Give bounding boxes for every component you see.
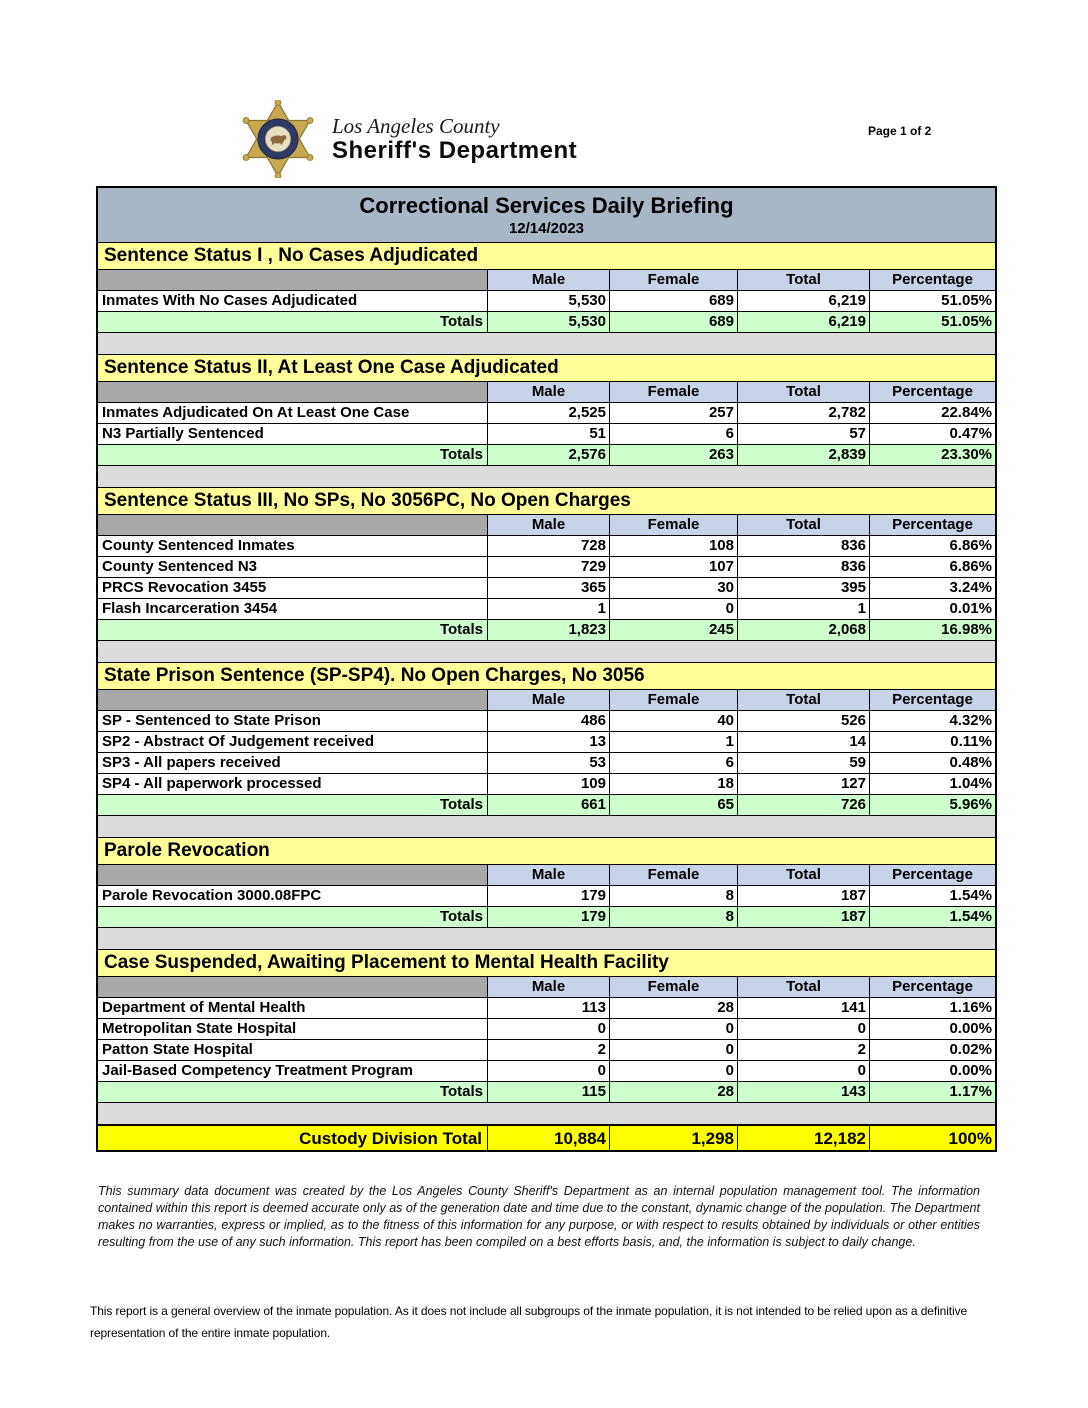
row-label: Metropolitan State Hospital (98, 1019, 487, 1039)
cell-total: 395 (737, 578, 869, 598)
cell-female: 108 (609, 536, 737, 556)
cell-total: 1 (737, 599, 869, 619)
column-header-male: Male (487, 270, 609, 290)
table-row (98, 885, 995, 906)
cell-male: 2,525 (487, 403, 609, 423)
cell-male: 51 (487, 424, 609, 444)
totals-male: 115 (487, 1082, 609, 1102)
totals-female: 689 (609, 312, 737, 332)
totals-male: 2,576 (487, 445, 609, 465)
row-label: Patton State Hospital (98, 1040, 487, 1060)
column-header-female: Female (609, 382, 737, 402)
sheriff-star-badge-icon (232, 100, 324, 178)
totals-male: 1,823 (487, 620, 609, 640)
table-row (98, 1039, 995, 1060)
cell-female: 40 (609, 711, 737, 731)
table-row (98, 535, 995, 556)
grand-total-male: 10,884 (487, 1126, 609, 1150)
row-label: SP3 - All papers received (98, 753, 487, 773)
column-header-percentage: Percentage (869, 977, 995, 997)
cell-total: 59 (737, 753, 869, 773)
agency-name (332, 114, 577, 165)
totals-total: 187 (737, 907, 869, 927)
row-label: Flash Incarceration 3454 (98, 599, 487, 619)
column-header-total: Total (737, 382, 869, 402)
column-header-total: Total (737, 865, 869, 885)
page-number: Page 1 of 2 (868, 124, 932, 138)
grand-total-total: 12,182 (737, 1126, 869, 1150)
section-header (98, 242, 995, 269)
table-row (98, 598, 995, 619)
column-header-row (98, 864, 995, 885)
report-title: Correctional Services Daily Briefing (359, 193, 734, 218)
cell-percentage: 1.04% (869, 774, 995, 794)
column-header-male: Male (487, 977, 609, 997)
totals-row (98, 311, 995, 332)
cell-percentage: 1.54% (869, 886, 995, 906)
cell-female: 0 (609, 1040, 737, 1060)
totals-label: Totals (98, 795, 487, 815)
agency-department-text: Sheriff's Department (332, 136, 578, 164)
totals-female: 263 (609, 445, 737, 465)
totals-female: 245 (609, 620, 737, 640)
table-row (98, 1060, 995, 1081)
corner-cell (98, 865, 487, 885)
table-row (98, 710, 995, 731)
row-label: Parole Revocation 3000.08FPC (98, 886, 487, 906)
totals-total: 6,219 (737, 312, 869, 332)
cell-female: 0 (609, 1061, 737, 1081)
column-header-female: Female (609, 515, 737, 535)
section-separator (98, 1102, 995, 1124)
cell-male: 486 (487, 711, 609, 731)
row-label: N3 Partially Sentenced (98, 424, 487, 444)
cell-female: 0 (609, 1019, 737, 1039)
cell-male: 2 (487, 1040, 609, 1060)
column-header-percentage: Percentage (869, 515, 995, 535)
cell-percentage: 0.47% (869, 424, 995, 444)
row-label: Department of Mental Health (98, 998, 487, 1018)
totals-row (98, 444, 995, 465)
totals-label: Totals (98, 1082, 487, 1102)
cell-male: 728 (487, 536, 609, 556)
cell-male: 179 (487, 886, 609, 906)
cell-percentage: 1.16% (869, 998, 995, 1018)
cell-female: 30 (609, 578, 737, 598)
cell-total: 14 (737, 732, 869, 752)
cell-total: 836 (737, 557, 869, 577)
cell-percentage: 0.48% (869, 753, 995, 773)
totals-label: Totals (98, 907, 487, 927)
column-header-male: Male (487, 515, 609, 535)
row-label: Inmates Adjudicated On At Least One Case (98, 403, 487, 423)
totals-female: 65 (609, 795, 737, 815)
section-separator (98, 332, 995, 354)
totals-percentage: 16.98% (869, 620, 995, 640)
totals-percentage: 51.05% (869, 312, 995, 332)
cell-total: 57 (737, 424, 869, 444)
cell-female: 18 (609, 774, 737, 794)
corner-cell (98, 977, 487, 997)
cell-total: 2 (737, 1040, 869, 1060)
totals-percentage: 23.30% (869, 445, 995, 465)
section-separator (98, 465, 995, 487)
table-row (98, 1018, 995, 1039)
grand-total-female: 1,298 (609, 1126, 737, 1150)
cell-percentage: 22.84% (869, 403, 995, 423)
briefing-table (96, 186, 997, 1152)
grand-total-label: Custody Division Total (98, 1126, 487, 1150)
section-title: Sentence Status I , No Cases Adjudicated (104, 245, 479, 266)
cell-total: 0 (737, 1061, 869, 1081)
row-label: County Sentenced N3 (98, 557, 487, 577)
cell-male: 729 (487, 557, 609, 577)
section-header (98, 662, 995, 689)
cell-total: 0 (737, 1019, 869, 1039)
cell-total: 526 (737, 711, 869, 731)
column-header-total: Total (737, 690, 869, 710)
column-header-percentage: Percentage (869, 270, 995, 290)
column-header-male: Male (487, 690, 609, 710)
table-row (98, 290, 995, 311)
totals-percentage: 5.96% (869, 795, 995, 815)
cell-male: 365 (487, 578, 609, 598)
cell-percentage: 0.00% (869, 1061, 995, 1081)
cell-male: 0 (487, 1019, 609, 1039)
totals-total: 2,068 (737, 620, 869, 640)
column-header-female: Female (609, 977, 737, 997)
section-title: Case Suspended, Awaiting Placement to Mental Health Facility (104, 952, 669, 973)
report-date: 12/14/2023 (508, 220, 585, 237)
section-separator (98, 927, 995, 949)
column-header-total: Total (737, 270, 869, 290)
corner-cell (98, 515, 487, 535)
cell-percentage: 0.00% (869, 1019, 995, 1039)
totals-total: 2,839 (737, 445, 869, 465)
table-row (98, 423, 995, 444)
cell-total: 127 (737, 774, 869, 794)
cell-total: 187 (737, 886, 869, 906)
section-title: State Prison Sentence (SP-SP4). No Open Charges, No 3056 (104, 665, 645, 686)
cell-total: 6,219 (737, 291, 869, 311)
table-row (98, 402, 995, 423)
totals-female: 8 (609, 907, 737, 927)
section-header (98, 949, 995, 976)
column-header-percentage: Percentage (869, 865, 995, 885)
totals-label: Totals (98, 312, 487, 332)
cell-percentage: 0.01% (869, 599, 995, 619)
section-title: Sentence Status II, At Least One Case Adjudicated (104, 357, 559, 378)
grand-total-percentage: 100% (869, 1126, 995, 1150)
totals-total: 726 (737, 795, 869, 815)
totals-male: 5,530 (487, 312, 609, 332)
table-row (98, 556, 995, 577)
cell-male: 109 (487, 774, 609, 794)
section-header (98, 837, 995, 864)
cell-female: 689 (609, 291, 737, 311)
totals-label: Totals (98, 620, 487, 640)
agency-county-text: Los Angeles County (332, 113, 500, 138)
column-header-row (98, 976, 995, 997)
column-header-row (98, 689, 995, 710)
cell-male: 0 (487, 1061, 609, 1081)
totals-percentage: 1.54% (869, 907, 995, 927)
table-row (98, 752, 995, 773)
cell-male: 53 (487, 753, 609, 773)
cell-percentage: 0.11% (869, 732, 995, 752)
cell-percentage: 4.32% (869, 711, 995, 731)
column-header-female: Female (609, 865, 737, 885)
section-header (98, 487, 995, 514)
section-separator (98, 815, 995, 837)
column-header-row (98, 381, 995, 402)
cell-male: 113 (487, 998, 609, 1018)
cell-female: 28 (609, 998, 737, 1018)
table-row (98, 773, 995, 794)
totals-percentage: 1.17% (869, 1082, 995, 1102)
totals-male: 661 (487, 795, 609, 815)
corner-cell (98, 270, 487, 290)
cell-female: 107 (609, 557, 737, 577)
cell-female: 0 (609, 599, 737, 619)
cell-total: 836 (737, 536, 869, 556)
cell-male: 1 (487, 599, 609, 619)
totals-male: 179 (487, 907, 609, 927)
table-row (98, 577, 995, 598)
row-label: SP - Sentenced to State Prison (98, 711, 487, 731)
totals-female: 28 (609, 1082, 737, 1102)
column-header-row (98, 269, 995, 290)
totals-row (98, 619, 995, 640)
corner-cell (98, 382, 487, 402)
column-header-total: Total (737, 515, 869, 535)
column-header-percentage: Percentage (869, 690, 995, 710)
cell-male: 5,530 (487, 291, 609, 311)
section-header (98, 354, 995, 381)
column-header-total: Total (737, 977, 869, 997)
corner-cell (98, 690, 487, 710)
section-title: Sentence Status III, No SPs, No 3056PC, No Open Charges (104, 490, 631, 511)
cell-total: 141 (737, 998, 869, 1018)
cell-female: 8 (609, 886, 737, 906)
cell-female: 6 (609, 753, 737, 773)
section-title: Parole Revocation (104, 840, 270, 861)
cell-percentage: 3.24% (869, 578, 995, 598)
cell-total: 2,782 (737, 403, 869, 423)
cell-female: 257 (609, 403, 737, 423)
table-row (98, 731, 995, 752)
row-label: SP4 - All paperwork processed (98, 774, 487, 794)
disclaimer-text: This summary data document was created by the Los Angeles County Sheriff's Department as an internal population management tool. The information contained within this report is deemed accurate only as of the generation date and time due to the constant, dynamic change of the population. The Department makes no warranties, express or implied, as to the fitness of this information for any purpose, or with respect to results obtained by individuals or other entities resulting from the use of any such information. This report has been compiled on a best efforts basis, and, the information is subject to daily change. (98, 1184, 980, 1249)
column-header-percentage: Percentage (869, 382, 995, 402)
cell-percentage: 6.86% (869, 536, 995, 556)
totals-row (98, 1081, 995, 1102)
table-row (98, 997, 995, 1018)
cell-male: 13 (487, 732, 609, 752)
row-label: PRCS Revocation 3455 (98, 578, 487, 598)
cell-female: 6 (609, 424, 737, 444)
column-header-male: Male (487, 382, 609, 402)
cell-percentage: 51.05% (869, 291, 995, 311)
section-separator (98, 640, 995, 662)
column-header-row (98, 514, 995, 535)
grand-total-row (98, 1124, 995, 1150)
cell-percentage: 0.02% (869, 1040, 995, 1060)
cell-female: 1 (609, 732, 737, 752)
column-header-female: Female (609, 690, 737, 710)
totals-row (98, 794, 995, 815)
row-label: Jail-Based Competency Treatment Program (98, 1061, 487, 1081)
report-title-bar (98, 188, 995, 242)
totals-total: 143 (737, 1082, 869, 1102)
cell-percentage: 6.86% (869, 557, 995, 577)
row-label: County Sentenced Inmates (98, 536, 487, 556)
agency-logo-block (232, 100, 577, 178)
totals-row (98, 906, 995, 927)
footer-note-text: This report is a general overview of the inmate population. As it does not include all subgroups of the inmate population, it is not intended to be relied upon as a definitive representation of the entire inmate population. (90, 1304, 968, 1340)
row-label: SP2 - Abstract Of Judgement received (98, 732, 487, 752)
column-header-female: Female (609, 270, 737, 290)
column-header-male: Male (487, 865, 609, 885)
row-label: Inmates With No Cases Adjudicated (98, 291, 487, 311)
totals-label: Totals (98, 445, 487, 465)
